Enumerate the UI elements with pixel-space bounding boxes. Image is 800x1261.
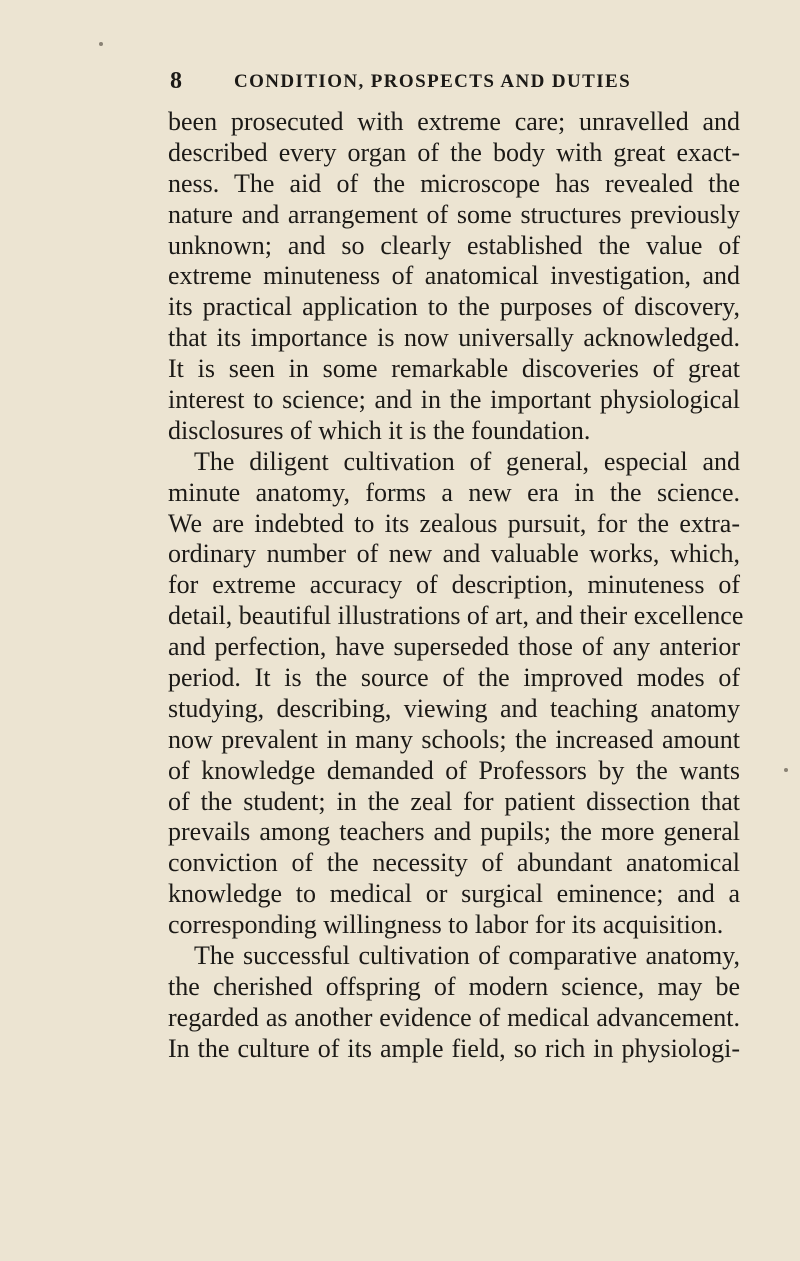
text-line: its practical application to the purposes of discovery, xyxy=(168,292,740,322)
text-line: now prevalent in many schools; the increased amount xyxy=(168,724,740,754)
paper-speck xyxy=(99,42,103,46)
text-line: that its importance is now universally acknowledged. xyxy=(168,323,740,353)
text-line: of knowledge demanded of Professors by the wants xyxy=(168,755,740,785)
paragraph-start-line: The diligent cultivation of general, especial and xyxy=(194,446,740,476)
text-line: In the culture of its ample field, so rich in physiologi- xyxy=(168,1033,740,1063)
paragraph-end-line: disclosures of which it is the foundation. xyxy=(168,415,591,445)
text-line: unknown; and so clearly established the value of xyxy=(168,230,740,260)
text-line: interest to science; and in the important physiological xyxy=(168,385,740,415)
paragraph-start-line: The successful cultivation of comparative anatomy, xyxy=(194,941,740,971)
text-line: It is seen in some remarkable discoveries of great xyxy=(168,354,740,384)
text-line: for extreme accuracy of description, minuteness of xyxy=(168,570,740,600)
text-line: conviction of the necessity of abundant anatomical xyxy=(168,848,740,878)
text-line: regarded as another evidence of medical advancement. xyxy=(168,1002,740,1032)
text-line: ordinary number of new and valuable works, which, xyxy=(168,539,740,569)
text-line: of the student; in the zeal for patient dissection that xyxy=(168,786,740,816)
text-line: the cherished offspring of modern science, may be xyxy=(168,971,740,1001)
text-line: ness. The aid of the microscope has revealed the xyxy=(168,168,740,198)
body-text xyxy=(168,107,744,1065)
text-line: studying, describing, viewing and teaching anatomy xyxy=(168,693,740,723)
text-line: described every organ of the body with great exact- xyxy=(168,137,740,167)
text-line: nature and arrangement of some structures previously xyxy=(168,199,740,229)
page-header xyxy=(170,68,690,98)
paragraph-end-line: corresponding willingness to labor for its acquisition. xyxy=(168,910,724,940)
paper-speck xyxy=(784,768,788,772)
running-head: CONDITION, PROSPECTS AND DUTIES xyxy=(234,71,632,92)
text-line: and perfection, have superseded those of any anterior xyxy=(168,632,740,662)
text-line: knowledge to medical or surgical eminence; and a xyxy=(168,879,740,909)
text-line: We are indebted to its zealous pursuit, for the extra- xyxy=(168,508,740,538)
page-number: 8 xyxy=(170,68,182,94)
text-line: detail, beautiful illustrations of art, and their excellence xyxy=(168,601,744,631)
text-line: prevails among teachers and pupils; the more general xyxy=(168,817,740,847)
text-line: period. It is the source of the improved modes of xyxy=(168,663,740,693)
text-line: minute anatomy, forms a new era in the science. xyxy=(168,477,740,507)
text-line: extreme minuteness of anatomical investigation, and xyxy=(168,261,740,291)
text-line: been prosecuted with extreme care; unravelled and xyxy=(168,107,740,136)
